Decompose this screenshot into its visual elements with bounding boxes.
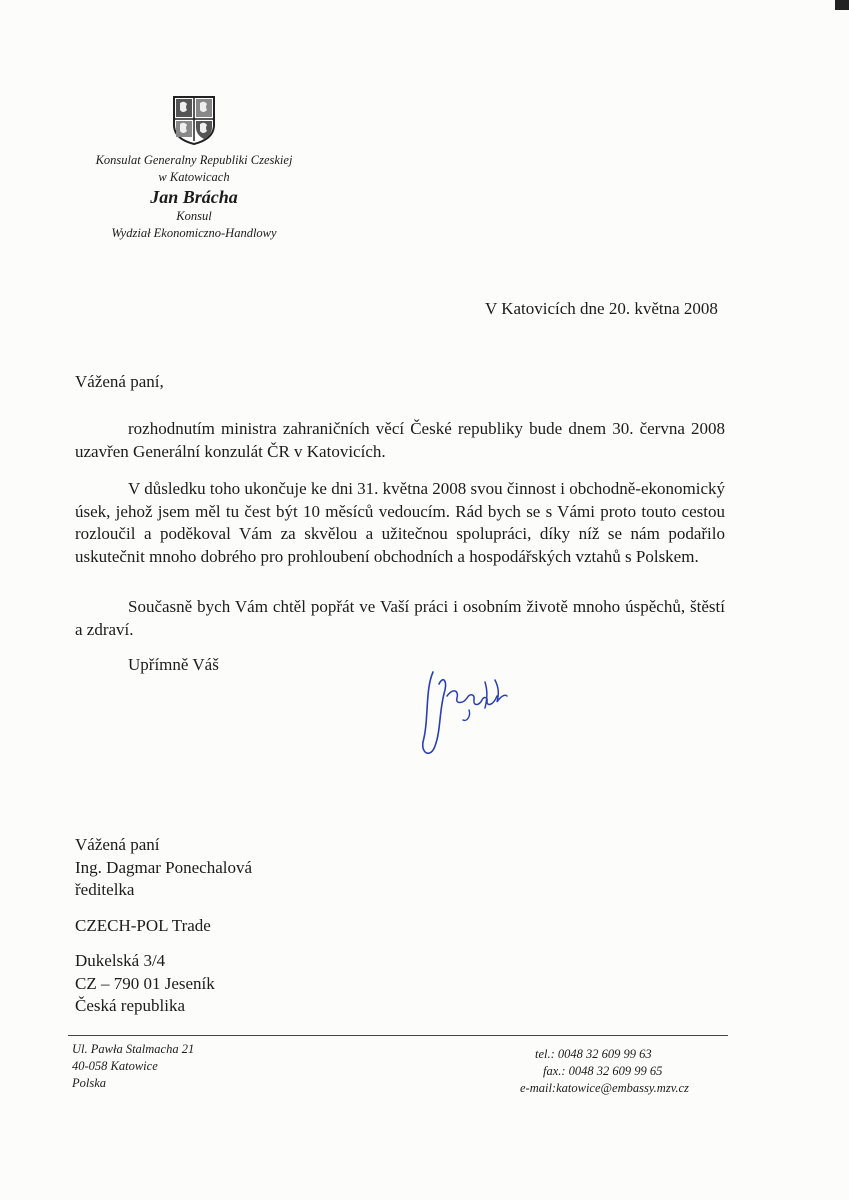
paragraph-text: Současně bych Vám chtěl popřát ve Vaší práci i osobním životě mnoho úspěchů, štěstí a zdraví. <box>75 597 725 639</box>
footer-address <box>72 1041 194 1092</box>
body-paragraph-3 <box>75 596 725 641</box>
footer-email: e-mail:katowice@embassy.mzv.cz <box>520 1081 689 1095</box>
czech-coat-of-arms-icon <box>172 95 216 145</box>
footer-city: 40-058 Katowice <box>72 1059 158 1073</box>
consulate-city: w Katowicach <box>158 170 230 184</box>
scan-edge-mark <box>835 0 849 10</box>
sender-name: Jan Brácha <box>150 187 238 207</box>
handwritten-signature <box>395 650 535 765</box>
footer-street: Ul. Pawła Stalmacha 21 <box>72 1042 195 1056</box>
closing: Upřímně Váš <box>128 655 219 674</box>
sender-title: Konsul <box>176 209 212 223</box>
body-paragraph-2 <box>75 478 725 568</box>
salutation: Vážená paní, <box>75 372 164 391</box>
consulate-letterhead <box>60 152 328 242</box>
body-paragraph-1 <box>75 418 725 463</box>
footer-fax: fax.: 0048 32 609 99 65 <box>543 1064 663 1078</box>
recipient-country: Česká republika <box>75 996 185 1015</box>
recipient-name: Ing. Dagmar Ponechalová <box>75 857 253 877</box>
footer-contacts <box>520 1046 689 1097</box>
recipient-city: CZ – 790 01 Jeseník <box>75 973 215 993</box>
recipient-street: Dukelská 3/4 <box>75 951 166 970</box>
recipient-company: CZECH-POL Trade <box>75 915 211 935</box>
sender-department: Wydział Ekonomiczno-Handlowy <box>111 226 277 240</box>
footer-divider <box>68 1035 728 1036</box>
paragraph-text: rozhodnutím ministra zahraničních věcí České republiky bude dnem 30. června 2008 uzavřen Generální konzulát ČR v Katovicích. <box>75 419 725 461</box>
letter-date: V Katovicích dne 20. května 2008 <box>485 299 718 318</box>
consulate-name: Konsulat Generalny Republiki Czeskiej <box>95 153 293 167</box>
footer-country: Polska <box>72 1076 107 1090</box>
recipient-salutation: Vážená paní <box>75 835 160 854</box>
paragraph-text: V důsledku toho ukončuje ke dni 31. května 2008 svou činnost i obchodně-ekonomický úsek, jehož jsem měl tu čest být 10 měsíců vedoucím. Rád bych se s Vámi proto touto cestou rozloučil a poděkoval Vám za skvělou a užitečnou spolupráci, díky níž se nám podařilo uskutečnit mnoho dobrého pro prohloubení obchodních a hospodářských vztahů s Polskem. <box>75 479 725 566</box>
recipient-position: ředitelka <box>75 880 135 899</box>
footer-tel: tel.: 0048 32 609 99 63 <box>535 1047 652 1061</box>
recipient-address <box>75 834 252 1018</box>
